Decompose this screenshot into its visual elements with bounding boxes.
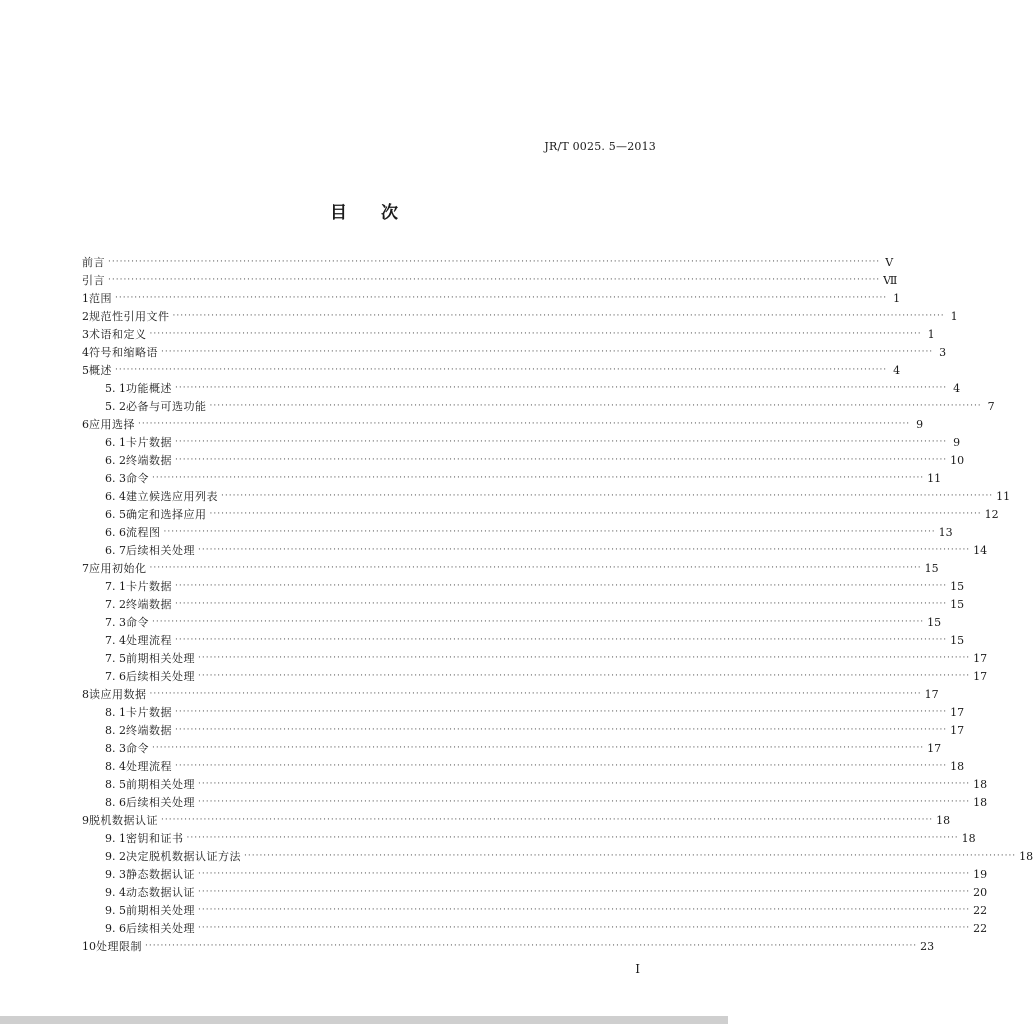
toc-entry[interactable] <box>82 937 935 955</box>
toc-entry-number: 5. 1 <box>105 381 126 395</box>
toc-entry[interactable] <box>82 523 953 541</box>
toc-entry-label: 引言 <box>82 274 105 287</box>
toc-entry-number: 8. 6 <box>105 795 126 809</box>
toc-entry-page: 17 <box>973 651 988 665</box>
toc-entry-number: 7. 6 <box>105 669 126 683</box>
toc-leader-dots: ········································································································································································································ <box>163 527 936 537</box>
toc-entry-page: 11 <box>927 471 942 485</box>
toc-entry-label: 功能概述 <box>126 382 172 395</box>
toc-entry-page: 9 <box>953 435 961 449</box>
toc-entry-label: 前期相关处理 <box>126 652 195 665</box>
toc-leader-dots: ········································································································································································································ <box>161 347 934 357</box>
toc-entry-label: 必备与可选功能 <box>126 400 207 413</box>
toc-entry-label: 符号和缩略语 <box>89 346 158 359</box>
toc-leader-dots: ········································································································································································································ <box>108 275 881 285</box>
toc-leader-dots: ········································································································································································································ <box>198 887 971 897</box>
toc-leader-dots: ········································································································································································································ <box>138 419 911 429</box>
toc-entry-label: 建立候选应用列表 <box>126 490 218 503</box>
toc-entry-page: 15 <box>950 579 965 593</box>
toc-leader-dots: ········································································································································································································ <box>115 293 888 303</box>
toc-leader-dots: ········································································································································································································ <box>149 563 922 573</box>
toc-entry[interactable] <box>82 829 976 847</box>
toc-entry-number: 9 <box>82 813 89 827</box>
toc-entry-page: 22 <box>973 903 988 917</box>
toc-entry[interactable] <box>82 397 995 415</box>
toc-entry-number: 8. 4 <box>105 759 126 773</box>
toc-leader-dots: ········································································································································································································ <box>198 671 971 681</box>
toc-entry-number: 3 <box>82 327 89 341</box>
toc-entry-label: 概述 <box>89 364 112 377</box>
toc-leader-dots: ········································································································································································································ <box>175 581 948 591</box>
toc-entry-label: 确定和选择应用 <box>126 508 207 521</box>
toc-entry-label: 读应用数据 <box>89 688 147 701</box>
toc-leader-dots: ········································································································································································································ <box>145 941 918 951</box>
toc-leader-dots: ········································································································································································································ <box>175 761 948 771</box>
toc-entry-number: 7. 5 <box>105 651 126 665</box>
toc-leader-dots: ········································································································································································································ <box>198 779 971 789</box>
toc-leader-dots: ········································································································································································································ <box>209 401 982 411</box>
toc-entry[interactable] <box>82 631 965 649</box>
toc-leader-dots: ········································································································································································································ <box>161 815 934 825</box>
toc-leader-dots: ········································································································································································································ <box>198 869 971 879</box>
toc-entry[interactable] <box>82 739 942 757</box>
toc-entry[interactable] <box>82 361 901 379</box>
toc-entry-number: 6. 5 <box>105 507 126 521</box>
toc-entry-number: 8. 1 <box>105 705 126 719</box>
toc-entry-label: 处理流程 <box>126 760 172 773</box>
toc-entry-label: 密钥和证书 <box>126 832 184 845</box>
toc-leader-dots: ········································································································································································································ <box>172 311 945 321</box>
toc-entry[interactable] <box>82 775 988 793</box>
toc-entry-number: 8 <box>82 687 89 701</box>
toc-entry-label: 卡片数据 <box>126 436 172 449</box>
toc-entry[interactable] <box>82 757 965 775</box>
toc-entry[interactable] <box>82 559 939 577</box>
toc-entry-label: 后续相关处理 <box>126 922 195 935</box>
toc-entry[interactable] <box>82 577 965 595</box>
toc-entry[interactable] <box>82 307 958 325</box>
toc-entry-page: 18 <box>973 777 988 791</box>
toc-leader-dots: ········································································································································································································ <box>209 509 982 519</box>
toc-leader-dots: ········································································································································································································ <box>149 689 922 699</box>
toc-entry-number: 7. 1 <box>105 579 126 593</box>
toc-entry-page: 1 <box>893 291 901 305</box>
toc-entry-page: 10 <box>950 453 965 467</box>
toc-leader-dots: ········································································································································································································ <box>152 473 925 483</box>
toc-entry[interactable] <box>82 505 999 523</box>
toc-entry-number: 7. 4 <box>105 633 126 647</box>
toc-entry-page: Ⅴ <box>885 255 894 269</box>
toc-entry-label: 命令 <box>126 616 149 629</box>
toc-entry-page: 17 <box>927 741 942 755</box>
toc-leader-dots: ········································································································································································································ <box>175 599 948 609</box>
toc-entry-label: 脱机数据认证 <box>89 814 158 827</box>
toc-entry-label: 卡片数据 <box>126 580 172 593</box>
toc-entry-page: 1 <box>950 309 958 323</box>
toc-entry-label: 终端数据 <box>126 454 172 467</box>
toc-entry-label: 处理限制 <box>96 940 142 953</box>
toc-entry[interactable] <box>82 667 988 685</box>
toc-leader-dots: ········································································································································································································ <box>175 383 948 393</box>
toc-entry-number: 6. 7 <box>105 543 126 557</box>
toc-entry[interactable] <box>82 433 961 451</box>
toc-entry-page: 14 <box>973 543 988 557</box>
toc-entry-number: 7. 3 <box>105 615 126 629</box>
toc-title-char-1: 目 <box>330 203 347 223</box>
toc-entry-label: 动态数据认证 <box>126 886 195 899</box>
toc-entry[interactable] <box>82 415 924 433</box>
toc-entry-label: 后续相关处理 <box>126 544 195 557</box>
toc-entry[interactable] <box>82 901 988 919</box>
toc-entry-page: 4 <box>893 363 901 377</box>
toc-leader-dots: ········································································································································································································ <box>175 635 948 645</box>
toc-entry-number: 7. 2 <box>105 597 126 611</box>
toc-leader-dots: ········································································································································································································ <box>198 923 971 933</box>
toc-entry-page: 23 <box>920 939 935 953</box>
toc-entry-page: 18 <box>950 759 965 773</box>
toc-entry[interactable] <box>82 811 951 829</box>
toc-entry-page: 18 <box>973 795 988 809</box>
toc-entry-number: 5. 2 <box>105 399 126 413</box>
toc-entry[interactable] <box>82 721 965 739</box>
toc-entry-label: 后续相关处理 <box>126 796 195 809</box>
toc-entry-number: 8. 2 <box>105 723 126 737</box>
toc-entry-page: 18 <box>936 813 951 827</box>
toc-leader-dots: ········································································································································································································ <box>221 491 994 501</box>
toc-entry-page: Ⅶ <box>883 273 898 287</box>
toc-entry-page: 11 <box>996 489 1011 503</box>
toc-title <box>0 198 728 223</box>
toc-entry-number: 10 <box>82 939 96 953</box>
document-code: JR/T 0025. 5—2013 <box>544 140 656 153</box>
toc-entry[interactable] <box>82 469 942 487</box>
toc-entry[interactable] <box>82 271 898 289</box>
toc-entry-page: 9 <box>916 417 924 431</box>
toc-entry-label: 前期相关处理 <box>126 778 195 791</box>
toc-entry-page: 15 <box>950 597 965 611</box>
toc-entry-number: 6. 4 <box>105 489 126 503</box>
toc-leader-dots: ········································································································································································································ <box>149 329 922 339</box>
toc-entry-label: 卡片数据 <box>126 706 172 719</box>
toc-entry[interactable] <box>82 649 988 667</box>
toc-entry-page: 4 <box>953 381 961 395</box>
toc-entry[interactable] <box>82 865 988 883</box>
toc-entry-label: 命令 <box>126 742 149 755</box>
toc-entry-page: 15 <box>950 633 965 647</box>
toc-entry-number: 9. 5 <box>105 903 126 917</box>
toc-entry[interactable] <box>82 793 988 811</box>
toc-entry-label: 决定脱机数据认证方法 <box>126 850 241 863</box>
toc-entry[interactable] <box>82 919 988 937</box>
toc-entry[interactable] <box>82 847 1033 865</box>
toc-entry-label: 静态数据认证 <box>126 868 195 881</box>
toc-entry-page: 19 <box>973 867 988 881</box>
toc-entry[interactable] <box>82 487 1011 505</box>
toc-entry-number: 1 <box>82 291 89 305</box>
toc-entry-label: 前期相关处理 <box>126 904 195 917</box>
toc-entry-label: 命令 <box>126 472 149 485</box>
toc-entry-page: 13 <box>938 525 953 539</box>
toc-leader-dots: ········································································································································································································ <box>152 617 925 627</box>
bottom-scan-bar <box>0 1016 728 1024</box>
toc-entry-page: 7 <box>987 399 995 413</box>
toc-leader-dots: ········································································································································································································ <box>152 743 925 753</box>
toc-leader-dots: ········································································································································································································ <box>175 725 948 735</box>
toc-entry-label: 范围 <box>89 292 112 305</box>
toc-entry-number: 6. 1 <box>105 435 126 449</box>
toc-leader-dots: ········································································································································································································ <box>198 797 971 807</box>
toc-entry[interactable] <box>82 883 988 901</box>
toc-entry[interactable] <box>82 595 965 613</box>
toc-entry-page: 17 <box>950 705 965 719</box>
toc-entry-page: 17 <box>950 723 965 737</box>
toc-entry-page: 15 <box>927 615 942 629</box>
toc-entry-number: 9. 4 <box>105 885 126 899</box>
toc-title-char-2: 次 <box>381 203 398 223</box>
toc-entry[interactable] <box>82 325 935 343</box>
toc-entry-number: 9. 2 <box>105 849 126 863</box>
toc-entry-number: 8. 5 <box>105 777 126 791</box>
toc-entry-page: 15 <box>924 561 939 575</box>
toc-entry-page: 3 <box>939 345 947 359</box>
toc-entry[interactable] <box>82 613 942 631</box>
toc-entry-number: 8. 3 <box>105 741 126 755</box>
toc-leader-dots: ········································································································································································································ <box>186 833 959 843</box>
toc-entry-number: 2 <box>82 309 89 323</box>
toc-entry-label: 流程图 <box>126 526 161 539</box>
toc-entry-label: 术语和定义 <box>89 328 147 341</box>
toc-entry-label: 终端数据 <box>126 598 172 611</box>
toc-entry-page: 18 <box>961 831 976 845</box>
toc-entry-page: 12 <box>984 507 999 521</box>
toc-entry-page: 17 <box>973 669 988 683</box>
toc-entry-page: 17 <box>924 687 939 701</box>
toc-entry-label: 终端数据 <box>126 724 172 737</box>
toc-entry-label: 处理流程 <box>126 634 172 647</box>
toc-entry-number: 6. 3 <box>105 471 126 485</box>
toc-leader-dots: ········································································································································································································ <box>175 707 948 717</box>
toc-entry[interactable] <box>82 541 988 559</box>
toc-entry-label: 后续相关处理 <box>126 670 195 683</box>
toc-entry-page: 18 <box>1019 849 1033 863</box>
toc-entry-number: 9. 1 <box>105 831 126 845</box>
toc-entry-page: 20 <box>973 885 988 899</box>
toc-entry-number: 7 <box>82 561 89 575</box>
toc-entry[interactable] <box>82 289 901 307</box>
toc-entry-page: 1 <box>927 327 935 341</box>
toc-entry-number: 9. 6 <box>105 921 126 935</box>
toc-leader-dots: ········································································································································································································ <box>198 653 971 663</box>
table-of-contents <box>82 253 1033 955</box>
toc-leader-dots: ········································································································································································································ <box>198 905 971 915</box>
toc-entry-number: 6 <box>82 417 89 431</box>
toc-entry-number: 6. 2 <box>105 453 126 467</box>
toc-entry-number: 6. 6 <box>105 525 126 539</box>
toc-entry-label: 前言 <box>82 256 105 269</box>
toc-leader-dots: ········································································································································································································ <box>175 437 948 447</box>
toc-entry-label: 规范性引用文件 <box>89 310 170 323</box>
toc-entry-label: 应用选择 <box>89 418 135 431</box>
toc-leader-dots: ········································································································································································································ <box>244 851 1017 861</box>
toc-entry-label: 应用初始化 <box>89 562 147 575</box>
toc-entry[interactable] <box>82 253 894 271</box>
toc-leader-dots: ········································································································································································································ <box>198 545 971 555</box>
toc-entry[interactable] <box>82 685 939 703</box>
toc-leader-dots: ········································································································································································································ <box>115 365 888 375</box>
toc-entry-number: 5 <box>82 363 89 377</box>
toc-entry[interactable] <box>82 343 947 361</box>
toc-leader-dots: ········································································································································································································ <box>175 455 948 465</box>
toc-entry[interactable] <box>82 451 965 469</box>
toc-entry[interactable] <box>82 703 965 721</box>
toc-entry-number: 9. 3 <box>105 867 126 881</box>
toc-leader-dots: ········································································································································································································ <box>108 257 881 267</box>
page-number: I <box>635 962 640 976</box>
toc-entry[interactable] <box>82 379 961 397</box>
toc-entry-number: 4 <box>82 345 89 359</box>
toc-entry-page: 22 <box>973 921 988 935</box>
